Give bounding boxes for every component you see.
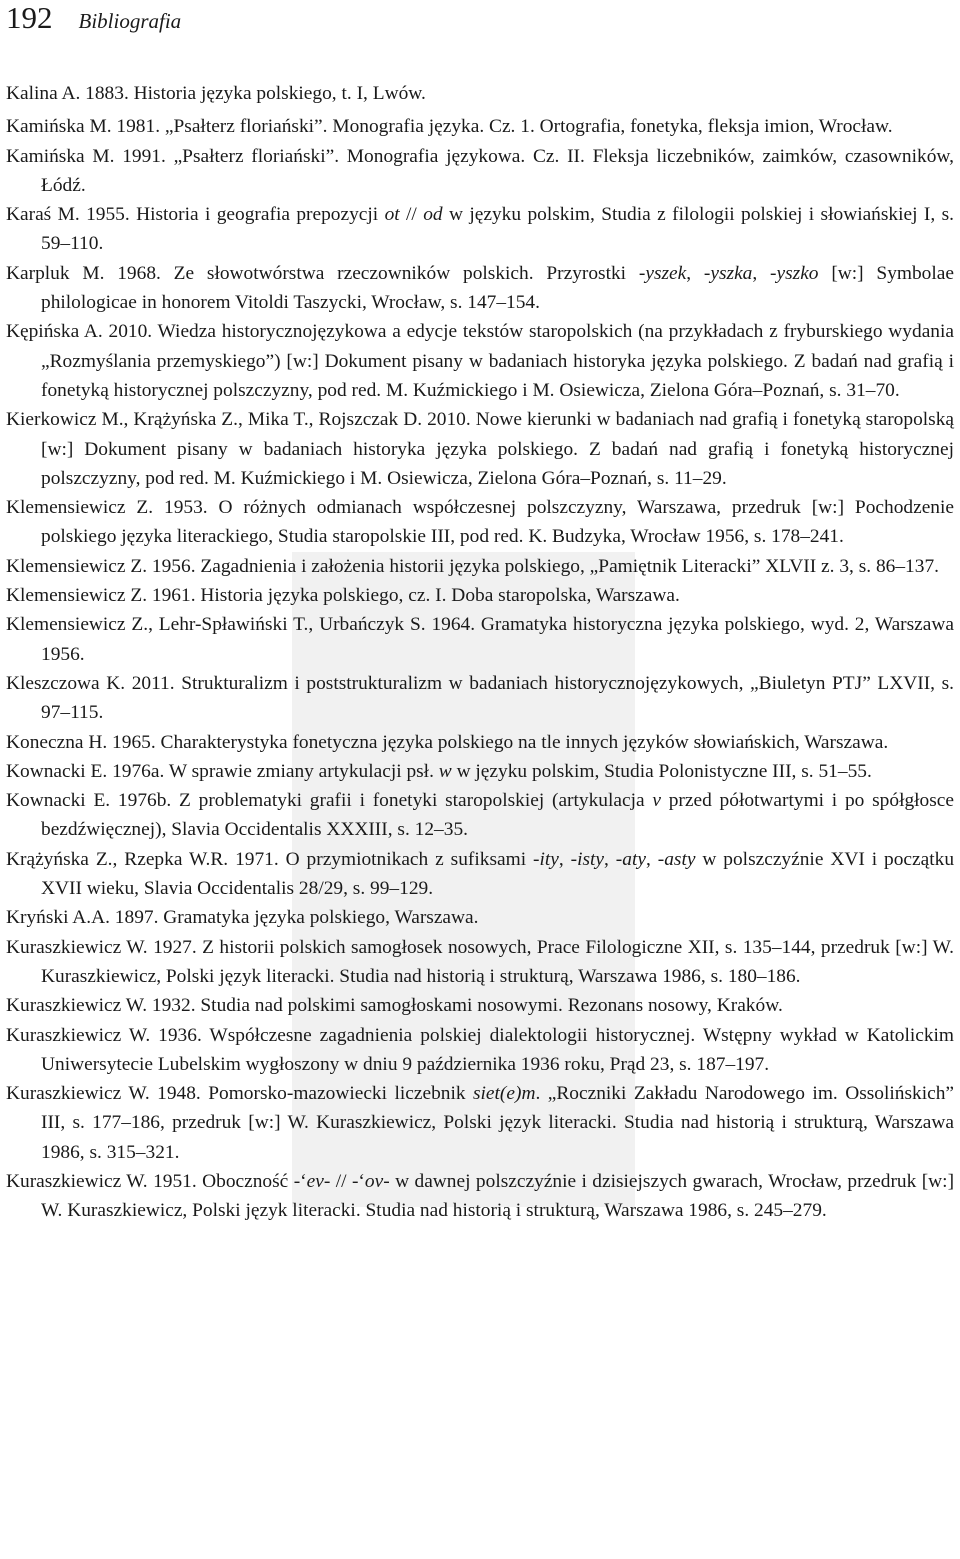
running-head: Bibliografia — [78, 9, 182, 33]
bibliography-entry: Klemensiewicz Z. 1961. Historia języka polskiego, cz. I. Doba staropolska, Warszawa. — [6, 585, 680, 607]
bibliography-entry: Kownacki E. 1976b. Z problematyki grafii i fonetyki staropolskiej (artykulacja v przed półotwartymi i po spółgłosce bezdźwięcznej), Slavia Occidentalis XXXIII, s. 12–35. — [6, 790, 954, 841]
bibliography-entry: Kierkowicz M., Krążyńska Z., Mika T., Rojszczak D. 2010. Nowe kierunki w badaniach nad grafią i fonetyką staropolską [w:] Dokument pisany w badaniach historyka języka polskiego. Z badań nad grafią i fonetyką historycznej polszczyzny, pod red. M. Kuźmickiego i M. Osiewicza, Zielona Góra–Poznań, s. 11–29. — [6, 409, 954, 489]
page-header — [6, 0, 181, 40]
bibliography-entry: Karaś M. 1955. Historia i geografia prepozycji ot // od w języku polskim, Studia z filologii polskiej i słowiańskiej I, s. 59–110. — [6, 204, 954, 255]
bibliography-entry: Klemensiewicz Z. 1956. Zagadnienia i założenia historii języka polskiego, „Pamiętnik Literacki” XLVII z. 3, s. 86–137. — [6, 555, 939, 577]
bibliography-entry: Kryński A.A. 1897. Gramatyka języka polskiego, Warszawa. — [6, 907, 479, 929]
bibliography-entry: Kuraszkiewicz W. 1936. Współczesne zagadnienia polskiej dialektologii historycznej. Wstępny wykład w Katolickim Uniwersytecie Lubelskim wygłoszony w dniu 9 października 1936 roku, Prąd 23, s. 187–197. — [6, 1024, 954, 1075]
bibliography-entry: Klemensiewicz Z., Lehr-Spławiński T., Urbańczyk S. 1964. Gramatyka historyczna języka polskiego, wyd. 2, Warszawa 1956. — [6, 614, 954, 665]
bibliography-entry: Kępińska A. 2010. Wiedza historycznojęzykowa a edycje tekstów staropolskich (na przykładach z fryburskiego wydania „Rozmyślania przemyskiego”) [w:] Dokument pisany w badaniach historyka języka polskiego. Z badań nad grafią i fonetyką historycznej polszczyzny, pod red. M. Kuźmickiego i M. Osiewicza, Zielona Góra–Poznań, s. 31–70. — [6, 321, 954, 401]
page-number: 192 — [6, 0, 53, 35]
bibliography-entry: Kuraszkiewicz W. 1932. Studia nad polskimi samogłoskami nosowymi. Rezonans nosowy, Kraków. — [6, 995, 783, 1017]
bibliography-entry: Kalina A. 1883. Historia języka polskiego, t. I, Lwów. — [6, 83, 426, 104]
bibliography-entry: Krążyńska Z., Rzepka W.R. 1971. O przymiotnikach z sufiksami -ity, -isty, -aty, -asty w polszczyźnie XVI i początku XVII wieku, Slavia Occidentalis 28/29, s. 99–129. — [6, 848, 955, 900]
bibliography-entry: Kuraszkiewicz W. 1927. Z historii polskich samogłosek nosowych, Prace Filologiczne XII, s. 135–144, przedruk [w:] W. Kuraszkiewicz, Polski język literacki. Studia nad historią i strukturą, Warszawa 1986, s. 180–186. — [6, 936, 954, 987]
bibliography-entry: Kleszczowa K. 2011. Strukturalizm i poststrukturalizm w badaniach historycznojęzykowych, „Biuletyn PTJ” LXVII, s. 97–115. — [6, 672, 954, 724]
bibliography-entry: Kuraszkiewicz W. 1948. Pomorsko-mazowiecki liczebnik siet(e)m. „Roczniki Zakładu Narodowego im. Ossolińskich” III, s. 177–186, przedruk [w:] W. Kuraszkiewicz, Polski język literacki. Studia nad historią i strukturą, Warszawa 1986, s. 315–321. — [6, 1083, 954, 1163]
bibliography-entry: Kuraszkiewicz W. 1951. Oboczność -‘ev- // -‘ov- w dawnej polszczyźnie i dzisiejszych gwarach, Wrocław, przedruk [w:] W. Kuraszkiewicz, Polski język literacki. Studia nad historią i strukturą, Warszawa 1986, s. 245–279. — [6, 1170, 955, 1222]
bibliography-entry: Klemensiewicz Z. 1953. O różnych odmianach współczesnej polszczyzny, Warszawa, przedruk [w:] Pochodzenie polskiego języka literackiego, Studia staropolskie III, pod red. K. Budzyka, Wrocław 1956, s. 178–241. — [6, 497, 954, 548]
bibliography-entry: Kamińska M. 1991. „Psałterz floriański”. Monografia językowa. Cz. II. Fleksja liczebników, zaimków, czasowników, Łódź. — [6, 145, 954, 196]
bibliography-entry: Koneczna H. 1965. Charakterystyka fonetyczna języka polskiego na tle innych języków słowiańskich, Warszawa. — [6, 731, 889, 753]
bibliography-entry: Karpluk M. 1968. Ze słowotwórstwa rzeczowników polskich. Przyrostki -yszek, -yszka, -yszko [w:] Symbolae philologicae in honorem Vitoldi Taszycki, Wrocław, s. 147–154. — [6, 262, 954, 314]
bibliography-entry: Kownacki E. 1976a. W sprawie zmiany artykulacji psł. w w języku polskim, Studia Polonistyczne III, s. 51–55. — [6, 760, 872, 782]
bibliography-entry: Kamińska M. 1981. „Psałterz floriański”. Monografia języka. Cz. 1. Ortografia, fonetyka, fleksja imion, Wrocław. — [6, 116, 893, 138]
bibliography-list — [6, 79, 954, 1226]
